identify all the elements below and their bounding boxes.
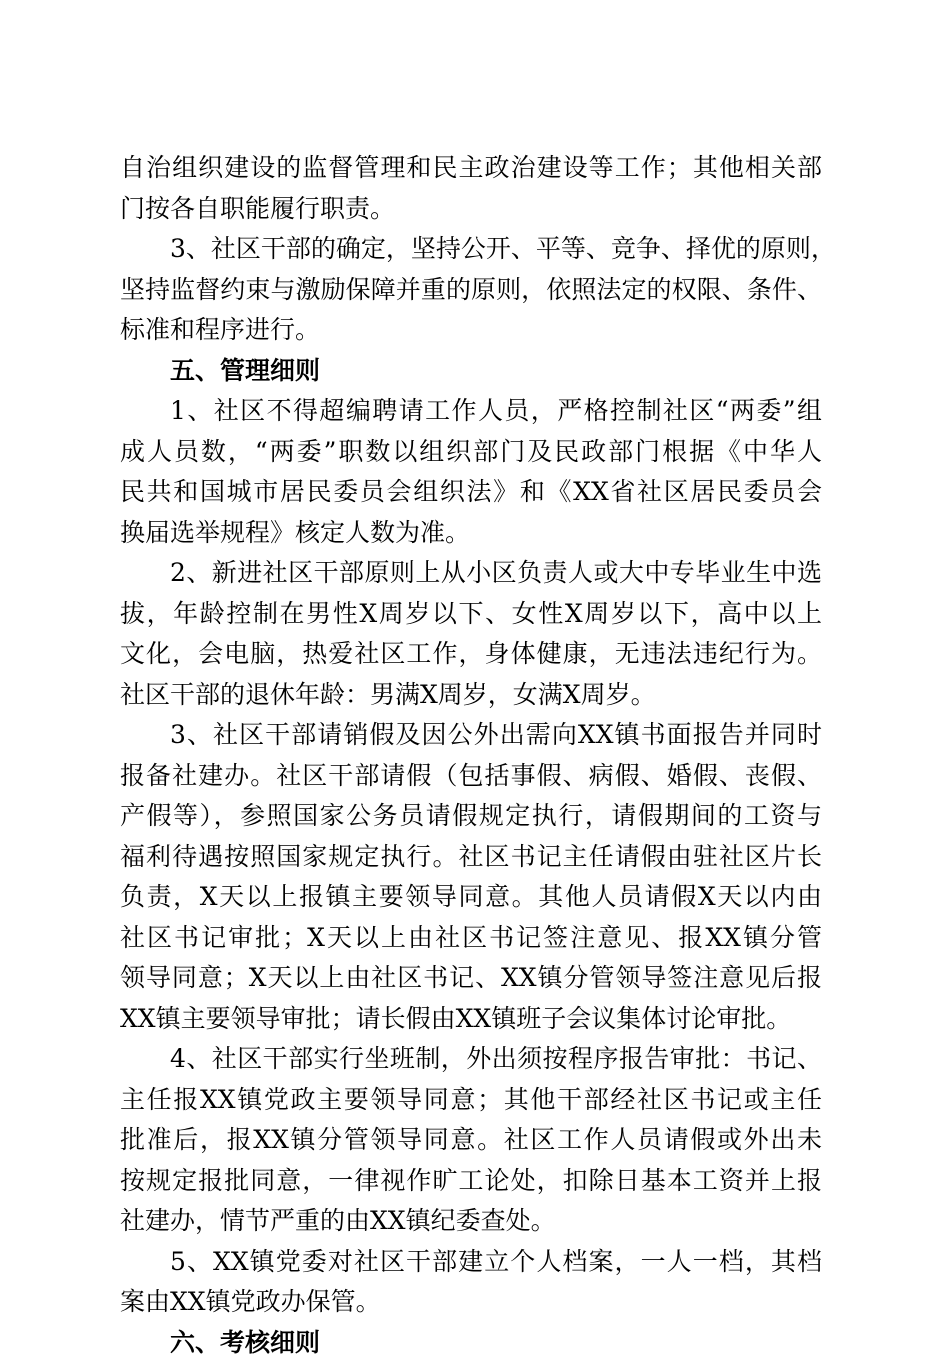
paragraph-item-3 [120,229,822,351]
text-line: 案由XX镇党政办保管。 [120,1282,822,1323]
text-line: 报备社建办。社区干部请假（包括事假、病假、婚假、丧假、 [120,756,822,797]
text-line: 3、社区干部的确定，坚持公开、平等、竞争、择优的原则， [120,229,822,270]
section-heading-management: 五、管理细则 [120,351,822,392]
text-line: 5、XX镇党委对社区干部建立个人档案，一人一档，其档 [120,1242,822,1283]
paragraph-management-2 [120,553,822,715]
text-line: 自治组织建设的监督管理和民主政治建设等工作；其他相关部 [120,148,822,189]
text-line: 负责，X天以上报镇主要领导同意。其他人员请假X天以内由 [120,877,822,918]
paragraph-management-1 [120,391,822,553]
text-line: 领导同意；X天以上由社区书记、XX镇分管领导签注意见后报 [120,958,822,999]
text-line: 福利待遇按照国家规定执行。社区书记主任请假由驻社区片长 [120,837,822,878]
text-line: 3、社区干部请销假及因公外出需向XX镇书面报告并同时 [120,715,822,756]
text-line: 成人员数，“两委”职数以组织部门及民政部门根据《中华人 [120,432,822,473]
text-line: 文化，会电脑，热爱社区工作，身体健康，无违法违纪行为。 [120,634,822,675]
text-line: 标准和程序进行。 [120,310,822,351]
paragraph-continued [120,148,822,229]
section-heading-assessment: 六、考核细则 [120,1323,822,1363]
text-line: 2、新进社区干部原则上从小区负责人或大中专毕业生中选 [120,553,822,594]
text-line: XX镇主要领导审批；请长假由XX镇班子会议集体讨论审批。 [120,999,822,1040]
text-line: 门按各自职能履行职责。 [120,189,822,230]
text-line: 拔，年龄控制在男性X周岁以下、女性X周岁以下，高中以上 [120,594,822,635]
paragraph-management-5 [120,1242,822,1323]
text-line: 产假等），参照国家公务员请假规定执行，请假期间的工资与 [120,796,822,837]
text-line: 社建办，情节严重的由XX镇纪委查处。 [120,1201,822,1242]
text-line: 民共和国城市居民委员会组织法》和《XX省社区居民委员会 [120,472,822,513]
paragraph-management-3 [120,715,822,1039]
text-line: 4、社区干部实行坐班制，外出须按程序报告审批：书记、 [120,1039,822,1080]
text-line: 社区书记审批；X天以上由社区书记签注意见、报XX镇分管 [120,918,822,959]
text-line: 换届选举规程》核定人数为准。 [120,513,822,554]
text-line: 1、社区不得超编聘请工作人员，严格控制社区“两委”组 [120,391,822,432]
text-line: 坚持监督约束与激励保障并重的原则，依照法定的权限、条件、 [120,270,822,311]
text-line: 按规定报批同意，一律视作旷工论处，扣除日基本工资并上报 [120,1161,822,1202]
text-line: 社区干部的退休年龄：男满X周岁，女满X周岁。 [120,675,822,716]
text-line: 批准后，报XX镇分管领导同意。社区工作人员请假或外出未 [120,1120,822,1161]
text-line: 主任报XX镇党政主要领导同意；其他干部经社区书记或主任 [120,1080,822,1121]
paragraph-management-4 [120,1039,822,1242]
